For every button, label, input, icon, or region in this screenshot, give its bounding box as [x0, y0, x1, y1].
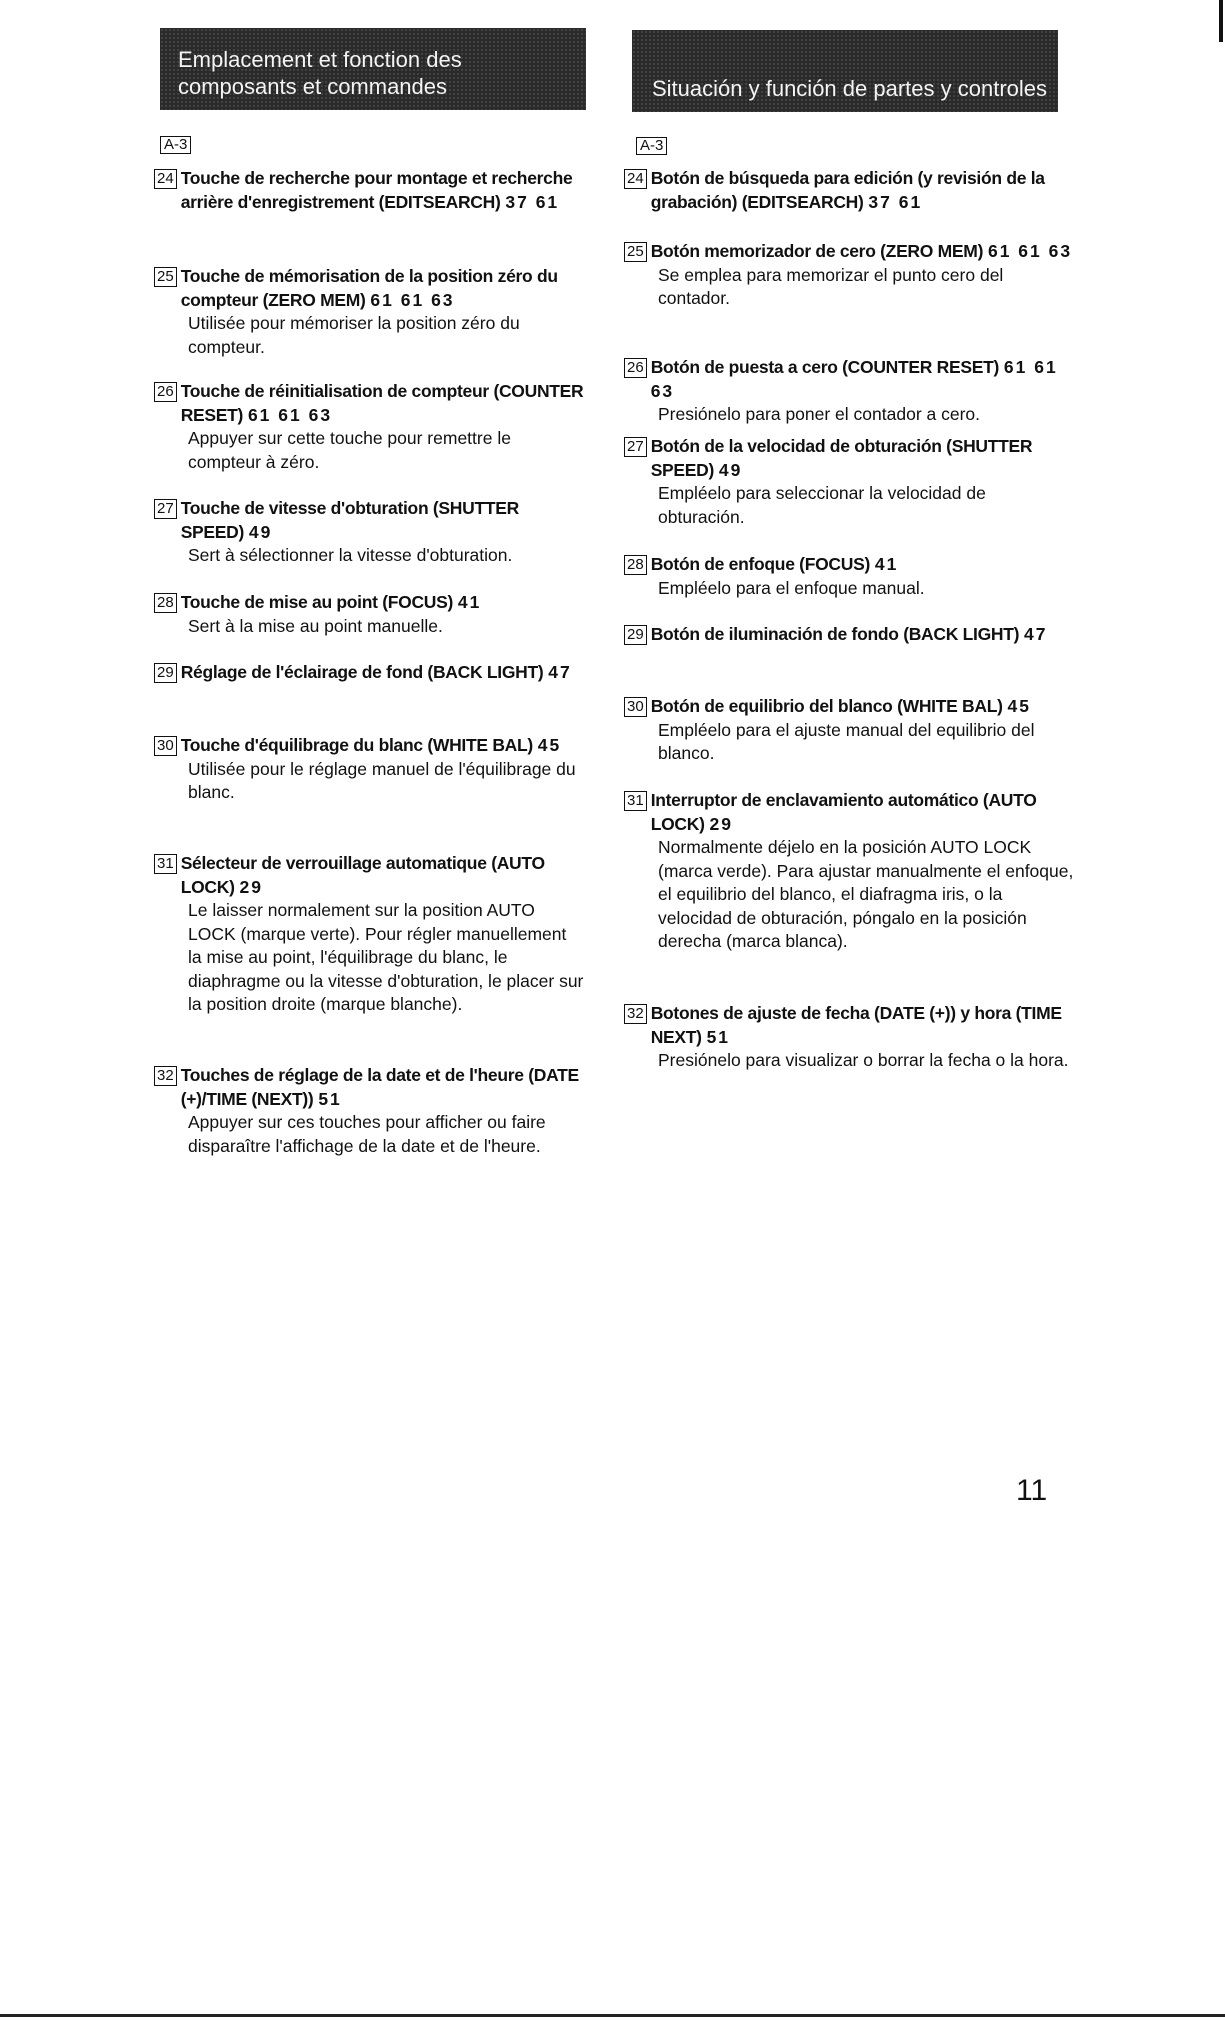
- item-refs: 51: [706, 1026, 731, 1047]
- item-description: Presiónelo para visualizar o borrar la fecha o la hora.: [658, 1050, 1069, 1070]
- item-number: 28: [154, 593, 177, 613]
- french-figure-ref: A-3: [160, 136, 191, 154]
- spanish-banner-line-1: Situación y función de partes y controles: [652, 76, 1048, 101]
- item-title: Touche de recherche pour montage et recherche arrière d'enregistrement (EDITSEARCH): [180, 168, 573, 212]
- french-item-27: [154, 497, 584, 568]
- item-title: Sélecteur de verrouillage automatique (AUTO LOCK): [180, 853, 545, 897]
- item-number: 24: [154, 169, 177, 189]
- item-description: Appuyer sur ces touches pour afficher ou faire disparaître l'affichage de la date et de l'heure.: [188, 1112, 546, 1156]
- spanish-item-25: [624, 240, 1074, 311]
- item-title: Botón de enfoque (FOCUS): [650, 554, 870, 574]
- french-item-26: [154, 380, 584, 474]
- item-title: Botón de búsqueda para edición (y revisión de la grabación) (EDITSEARCH): [650, 168, 1045, 212]
- item-description: Sert à sélectionner la vitesse d'obturation.: [188, 545, 513, 565]
- item-title: Touche de vitesse d'obturation (SHUTTER SPEED): [180, 498, 519, 542]
- item-refs: 45: [537, 735, 562, 755]
- item-number: 29: [624, 625, 647, 645]
- item-title: Touche de mémorisation de la position zéro du compteur (ZERO MEM): [180, 266, 558, 310]
- item-refs: 51: [318, 1088, 342, 1109]
- item-description: Se emplea para memorizar el punto cero del contador.: [658, 264, 1004, 308]
- item-title: Botón de equilibrio del blanco (WHITE BAL): [650, 696, 1003, 716]
- item-title: Interruptor de enclavamiento automático (AUTO LOCK): [650, 790, 1037, 834]
- item-refs: 47: [548, 662, 572, 682]
- item-refs: 49: [248, 521, 273, 542]
- item-description: Empléelo para el enfoque manual.: [658, 577, 925, 598]
- spanish-item-26: [624, 356, 1074, 427]
- item-title: Touches de réglage de la date et de l'heure (DATE (+)/TIME (NEXT)): [180, 1065, 579, 1109]
- spanish-item-24: [624, 167, 1074, 214]
- item-title: Touche de réinitialisation de compteur (COUNTER RESET): [180, 381, 584, 425]
- french-item-29: [154, 661, 584, 685]
- item-title: Réglage de l'éclairage de fond (BACK LIGHT): [180, 662, 544, 682]
- item-number: 28: [624, 555, 647, 575]
- french-item-25: [154, 265, 584, 359]
- item-description: Utilisée pour mémoriser la position zéro du compteur.: [188, 313, 520, 357]
- item-refs: 47: [1024, 624, 1048, 644]
- item-number: 32: [624, 1004, 647, 1024]
- french-banner-line-2: composants et commandes: [178, 74, 448, 99]
- spanish-item-27: [624, 435, 1074, 529]
- spanish-item-31: [624, 789, 1074, 954]
- item-number: 27: [624, 437, 647, 457]
- item-title: Botón memorizador de cero (ZERO MEM): [650, 241, 984, 261]
- item-number: 31: [624, 791, 647, 811]
- french-item-28: [154, 591, 584, 638]
- item-number: 26: [624, 358, 647, 378]
- item-title: Botón de iluminación de fondo (BACK LIGHT): [650, 624, 1020, 644]
- item-description: Empléelo para seleccionar la velocidad de obturación.: [658, 483, 986, 527]
- spanish-figure-ref: A-3: [636, 137, 667, 155]
- item-description: Presiónelo para poner el contador a cero.: [658, 404, 981, 424]
- page-number: 11: [1016, 1474, 1048, 1507]
- item-refs: 41: [874, 554, 899, 574]
- item-refs: 61 61 63: [370, 289, 455, 310]
- item-title: Touche d'équilibrage du blanc (WHITE BAL): [180, 735, 533, 755]
- item-number: 25: [624, 242, 647, 262]
- item-description: Sert à la mise au point manuelle.: [188, 615, 443, 636]
- item-refs: 45: [1007, 696, 1031, 716]
- item-title: Botón de la velocidad de obturación (SHUTTER SPEED): [650, 436, 1033, 480]
- item-description: Utilisée pour le réglage manuel de l'équilibrage du blanc.: [188, 758, 576, 802]
- item-refs: 61 61 63: [650, 357, 1058, 401]
- item-refs: 61 61 63: [987, 241, 1073, 261]
- item-number: 31: [154, 854, 177, 874]
- item-description: Empléelo para el ajuste manual del equilibrio del blanco.: [658, 719, 1035, 763]
- item-refs: 37 61: [868, 191, 923, 212]
- spanish-item-30: [624, 695, 1074, 766]
- item-title: Botón de puesta a cero (COUNTER RESET): [650, 357, 1000, 377]
- item-description: Appuyer sur cette touche pour remettre le compteur à zéro.: [188, 428, 511, 472]
- item-refs: 61 61 63: [247, 404, 333, 425]
- item-number: 30: [154, 736, 177, 756]
- item-number: 29: [154, 663, 177, 683]
- french-item-32: [154, 1064, 584, 1158]
- spanish-section-banner: [632, 30, 1058, 112]
- spanish-item-32: [624, 1002, 1074, 1073]
- item-refs: 29: [239, 876, 263, 897]
- french-item-24: [154, 167, 584, 214]
- spanish-item-28: [624, 553, 1074, 600]
- french-item-30: [154, 734, 584, 805]
- item-number: 32: [154, 1066, 177, 1086]
- french-section-banner: [160, 28, 586, 110]
- item-description: Le laisser normalement sur la position AUTO LOCK (marque verte). Pour régler manuellement la mise au point, l'équilibrage du blanc, le diaphragme ou la vitesse d'obturation, le placer sur la position droite (marque blanche).: [188, 900, 584, 1014]
- item-title: Touche de mise au point (FOCUS): [180, 592, 454, 612]
- item-refs: 37 61: [505, 191, 560, 212]
- item-number: 26: [154, 382, 177, 402]
- item-number: 27: [154, 499, 177, 519]
- item-number: 24: [624, 169, 647, 189]
- scan-edge-mark: [1219, 0, 1223, 42]
- item-title: Botones de ajuste de fecha (DATE (+)) y hora (TIME NEXT): [650, 1003, 1062, 1047]
- item-refs: 41: [457, 592, 482, 612]
- spanish-item-29: [624, 623, 1074, 647]
- item-description: Normalmente déjelo en la posición AUTO LOCK (marca verde). Para ajustar manualmente el enfoque, el equilibrio del blanco, el diafragma iris, o la velocidad de obturación, póngalo en la posición derecha (marca blanca).: [658, 837, 1074, 951]
- french-banner-line-1: Emplacement et fonction des: [178, 47, 462, 72]
- item-refs: 49: [718, 459, 743, 480]
- item-refs: 29: [709, 813, 733, 834]
- item-number: 25: [154, 267, 177, 287]
- item-number: 30: [624, 697, 647, 717]
- french-item-31: [154, 852, 584, 1017]
